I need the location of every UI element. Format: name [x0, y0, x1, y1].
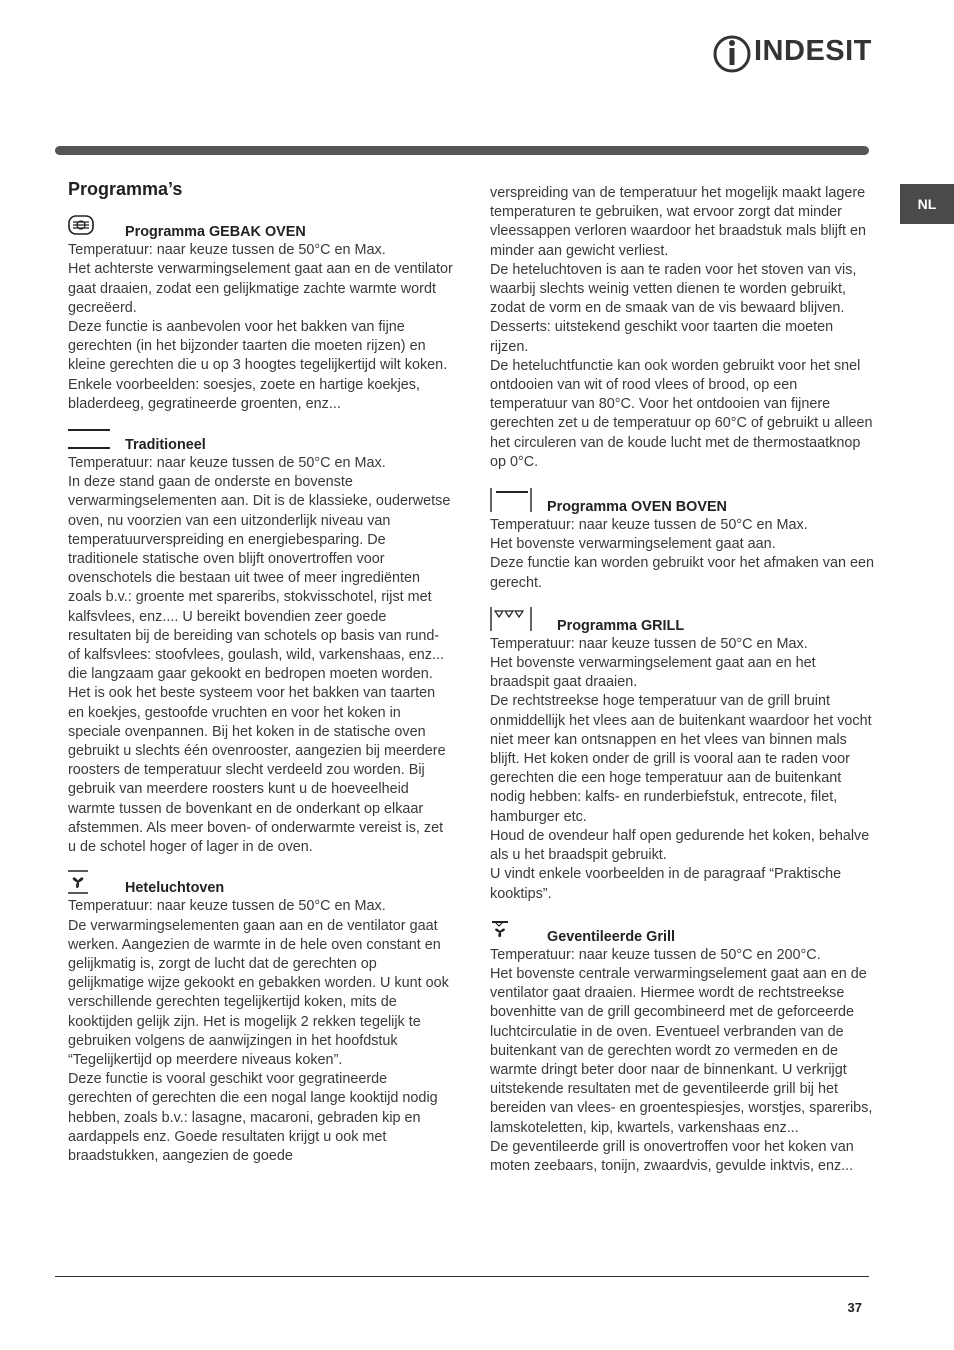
section-title: Heteluchtoven [125, 880, 225, 897]
paragraph: Temperatuur: naar keuze tussen de 50°C en Max. [68, 242, 386, 259]
fan-oven-icon [68, 869, 112, 895]
convection-bake-icon [68, 213, 112, 239]
paragraph: verspreiding van de temperatuur het mogelijk maakt lagere temperaturen te gebruiken, wat ervoor zorgt dat minder vleessappen verloren waardoor het braadstuk mals blijft en minder aan gewicht verliest. [490, 185, 866, 259]
paragraph: Temperatuur: naar keuze tussen de 50°C en Max. [490, 517, 808, 534]
indesit-logo-icon [712, 33, 752, 75]
brand-name: INDESIT [754, 35, 872, 67]
section-title: Programma GEBAK OVEN [125, 224, 306, 241]
section-body [68, 897, 453, 1166]
section-header [68, 221, 453, 241]
paragraph: Deze functie kan worden gebruikt voor het afmaken van een gerecht. [490, 555, 874, 591]
grill-icon [490, 607, 534, 633]
section-traditioneel [68, 434, 453, 857]
section-heteluchtoven-continued [490, 184, 875, 472]
paragraph: Het bovenste centrale verwarmingselement gaat aan en de ventilator gaat draaien. Hiermee wordt de rechtstreekse bovenhitte van de grill gecombineerd met de geforceerde luchtcirculatie in de oven. Eventueel verbranden van de buitenkant van de gerechten wordt zo vermeden en de warmte dringt beter door naar de binnenkant. U verkrijgt uitstekende resultaten met de geventileerde grill bij het bereiden van vlees- en groentespiesjes, worstjes, spareribs, lamskoteletten, kip, kwartels, varkenshaas enz... [490, 965, 873, 1136]
right-column [490, 184, 875, 1196]
paragraph: Temperatuur: naar keuze tussen de 50°C en 200°C. [490, 946, 821, 963]
section-gebak-oven [68, 221, 453, 414]
paragraph: Het bovenste verwarmingselement gaat aan. [490, 536, 776, 553]
brand-logo [712, 33, 872, 75]
paragraph: U vindt enkele voorbeelden in de paragraaf “Praktische kooktips”. [490, 866, 842, 902]
page-title: Programma’s [68, 179, 183, 199]
language-tab: NL [900, 184, 954, 224]
section-header [490, 926, 875, 946]
section-header [490, 496, 875, 516]
section-header [68, 877, 453, 897]
fan-grill-icon [490, 918, 534, 944]
page-number: 37 [847, 1300, 862, 1315]
section-title: Traditioneel [125, 437, 206, 454]
section-title: Programma OVEN BOVEN [547, 499, 727, 516]
paragraph: De verwarmingselementen gaan aan en de ventilator gaat werken. Aangezien de warmte in de hele oven constant en gelijkmatig is, zorgt de lucht dat de gerechten op gelijkmatige wijze gekookt en gebakken worden. U kunt ook verschillende gerechten tegelijkertijd koken, mits de kooktijden gelijk zijn. Het is mogelijk 2 rekken tegelijk te gebruiken volgens de aanwijzingen in het hoofdstuk “Tegelijkertijd op meerdere niveaus koken”. [68, 917, 449, 1068]
paragraph: De rechtstreekse hoge temperatuur van de grill bruint onmiddellijk het vlees aan de buitenkant waardoor het vocht niet meer kan ontsnappen en het vlees van binnen mals blijft. Het koken onder de grill is vooral aan te raden voor gerechten die een hoge temperatuur aan de buitenkant nodig hebben: kalfs- en runderbiefstuk, entrecote, filet, hamburger etc. [490, 693, 872, 825]
section-body [490, 946, 875, 1176]
section-header [68, 434, 453, 454]
section-body [68, 454, 453, 857]
top-heat-icon [490, 488, 534, 514]
section-grill [490, 615, 875, 904]
top-bottom-heat-icon [68, 426, 112, 452]
paragraph: Houd de ovendeur half open gedurende het koken, behalve als u het braadspit gebruikt. [490, 827, 870, 864]
paragraph: De heteluchtoven is aan te raden voor het stoven van vis, waarbij slechts weinig vetten dienen te worden gebruikt, zodat de vorm en de smaak van de vis bewaard blijven. [490, 261, 857, 317]
paragraph: Temperatuur: naar keuze tussen de 50°C en Max. [490, 635, 808, 652]
section-heteluchtoven [68, 877, 453, 1166]
section-title: Programma GRILL [557, 617, 685, 634]
paragraph: De geventileerde grill is onovertroffen voor het koken van moten zeebaars, tonijn, zwaardvis, gevulde inktvis, enz... [490, 1138, 854, 1174]
paragraph: De heteluchtfunctie kan ook worden gebruikt voor het snel ontdooien van wit of rood vlees of brood, op een temperatuur van 80°C. Voor het ontdooien van fijnere gerechten zet u de temperatuur op 60°C of gebruikt u alleen het circuleren van de koude lucht met de thermostaatknop op 0°C. [490, 357, 873, 470]
paragraph: Desserts: uitstekend geschikt voor taarten die moeten rijzen. [490, 319, 834, 355]
paragraph: Deze functie is aanbevolen voor het bakken van fijne gerechten (in het bijzonder taarten die moeten rijzen) en kleine gerechten die u op 3 hoogtes tegelijkertijd wilt koken. Enkele voorbeelden: soesjes, zoete en hartige koekjes, bladerdeeg, gegratineerde groenten, enz... [68, 319, 448, 412]
footer-divider [55, 1276, 869, 1277]
paragraph: In deze stand gaan de onderste en bovenste verwarmingselementen aan. Dit is de klassieke, ouderwetse oven, nu voorzien van een uitzonderlijk niveau van temperatuurverspreiding en energiebesparing. De traditionele statische oven blijft onovertroffen voor ovenschotels die bestaan uit twee of meer ingrediënten zoals b.v.: groente met spareribs, stokvisschotel, rijst met kalfsvlees, enz.... U bereikt bovendien zeer goede resultaten bij de bereiding van schotels op basis van rund- of kalfsvlees: stoofvlees, goulash, wild, varkenshaas, enz... die langzaam gaar gekookt en bedropen moeten worden. Het is ook het beste systeem voor het bakken van taarten en koekjes, gestoofde vruchten en voor het koken in speciale ovenpannen. Bij het koken in de statische oven gebruikt u slechts één ovenrooster, aangezien bij meerdere roosters de temperatuur slecht verdeeld zou worden. Bij gebruik van meerdere roosters kunt u de hoeveelheid warmte tussen de bovenkant en de onderkant op elkaar afstemmen. Als meer boven- of onderwarmte vereist is, zet u de schotel hoger of lager in de oven. [68, 474, 451, 856]
section-oven-boven [490, 496, 875, 593]
paragraph: Temperatuur: naar keuze tussen de 50°C en Max. [68, 898, 386, 915]
section-title: Geventileerde Grill [547, 928, 675, 945]
section-header [490, 615, 875, 635]
section-body [490, 516, 875, 593]
section-body [68, 241, 453, 414]
paragraph: Temperatuur: naar keuze tussen de 50°C en Max. [68, 455, 386, 472]
left-column [68, 180, 453, 1186]
paragraph: Het achterste verwarmingselement gaat aan en de ventilator gaat draaien, zodat een gelijkmatige zachte warmte wordt gecreëerd. [68, 261, 453, 316]
paragraph: Het bovenste verwarmingselement gaat aan en het braadspit gaat draaien. [490, 655, 816, 691]
paragraph: Deze functie is vooral geschikt voor gegratineerde gerechten of gerechten die een nogal lange kooktijd nodig hebben, zoals b.v.: lasagne, macaroni, gebraden kip en aardappels enz. Goede resultaten krijgt u ook met braadstukken, aangezien de goede [68, 1071, 438, 1164]
header-divider-bar [55, 146, 869, 155]
section-body [490, 184, 875, 472]
section-body [490, 635, 875, 904]
section-geventileerde-grill [490, 926, 875, 1176]
